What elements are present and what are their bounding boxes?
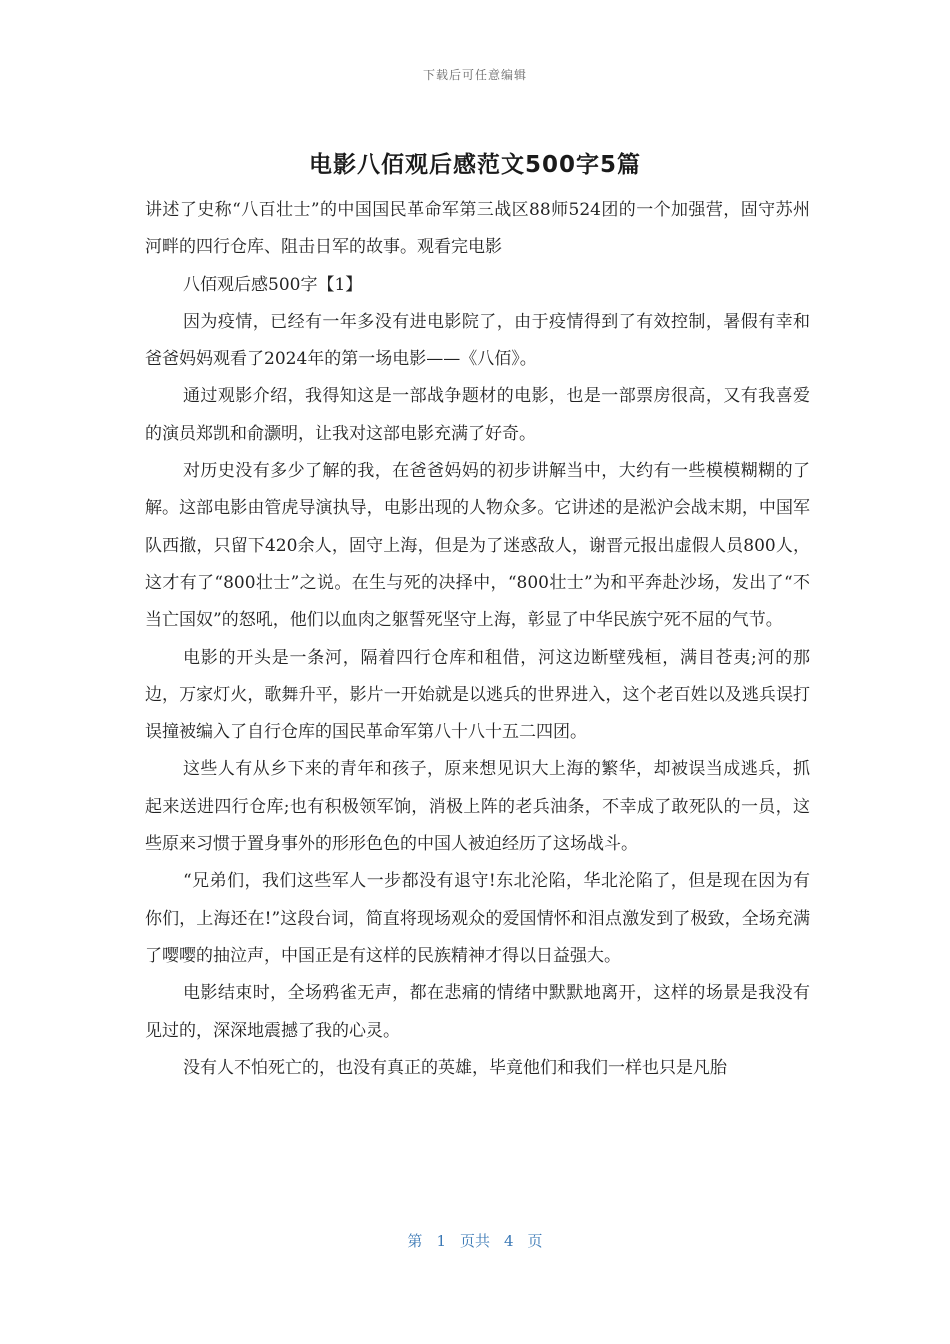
body-paragraph: 没有人不怕死亡的，也没有真正的英雄，毕竟他们和我们一样也只是凡胎 [183,1057,727,1078]
footer-suffix: 页 [527,1232,543,1250]
footer-middle: 页共 [459,1232,490,1250]
footer-prefix: 第 [407,1232,423,1250]
body-paragraph: “兄弟们，我们这些军人一步都没有退守!东北沦陷，华北沦陷了，但是现在因为有你们，上海还在!”这段台词，简直将现场观众的爱国情怀和泪点激发到了极致，全场充满了嘤嘤的抽泣声，中国正是有这样的民族精神才得以日益强大。 [145,871,810,966]
header-note: 下载后可任意编辑 [422,68,527,82]
total-pages-number: 4 [504,1232,514,1250]
intro-paragraph: 讲述了史称“八百壮士”的中国国民革命军第三战区88师524团的一个加强营，固守苏州河畔的四行仓库、阻击日军的故事。观看完电影 [145,200,810,258]
current-page-number: 1 [436,1232,446,1250]
section-heading: 八佰观后感500字【1】 [183,274,363,295]
body-paragraph: 电影的开头是一条河，隔着四行仓库和租借，河这边断壁残桓，满目苍夷;河的那边，万家灯火，歌舞升平，影片一开始就是以逃兵的世界进入，这个老百姓以及逃兵误打误撞被编入了自行仓库的国民革命军第八十八十五二四团。 [145,647,810,743]
body-paragraph: 通过观影介绍，我得知这是一部战争题材的电影，也是一部票房很高，又有我喜爱的演员郑凯和俞灏明，让我对这部电影充满了好奇。 [145,386,810,444]
body-paragraph: 这些人有从乡下来的青年和孩子，原来想见识大上海的繁华，却被误当成逃兵，抓起来送进四行仓库;也有积极领军饷，消极上阵的老兵油条，不幸成了敢死队的一员，这些原来习惯于置身事外的形形色色的中国人被迫经历了这场战斗。 [145,759,810,855]
body-paragraph: 电影结束时，全场鸦雀无声，都在悲痛的情绪中默默地离开，这样的场景是我没有见过的，深深地震撼了我的心灵。 [145,983,810,1041]
document-body [145,192,810,1087]
page-footer [0,1230,950,1251]
body-paragraph: 对历史没有多少了解的我，在爸爸妈妈的初步讲解当中，大约有一些模模糊糊的了解。这部电影由管虎导演执导，电影出现的人物众多。它讲述的是淞沪会战末期，中国军队西撤，只留下420余人，固守上海，但是为了迷惑敌人，谢晋元报出虚假人员800人，这才有了“800壮士”之说。在生与死的决择中，“800壮士”为和平奔赴沙场，发出了“不当亡国奴”的怒吼，他们以血肉之躯誓死坚守上海，彰显了中华民族宁死不屈的气节。 [145,461,810,631]
body-paragraph: 因为疫情，已经有一年多没有进电影院了，由于疫情得到了有效控制，暑假有幸和爸爸妈妈观看了2024年的第一场电影——《八佰》。 [145,311,810,370]
document-title: 电影八佰观后感范文500字5篇 [308,152,641,178]
